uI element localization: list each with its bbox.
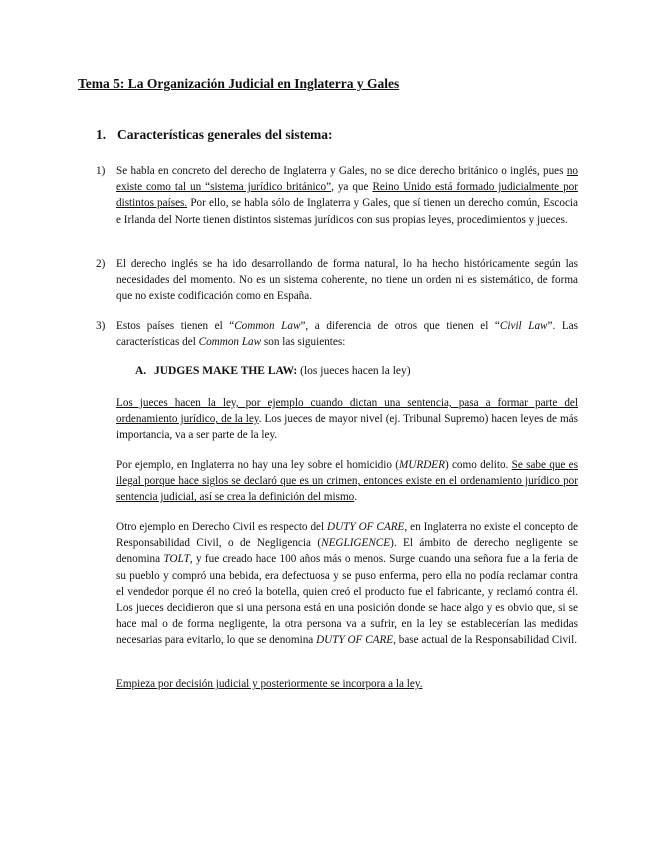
italic-text: TOLT xyxy=(163,553,190,566)
paragraph-2 xyxy=(116,457,578,506)
section-heading xyxy=(96,127,333,143)
italic-text: Common Law xyxy=(234,320,301,332)
list-item-2 xyxy=(96,256,578,305)
document-title: Tema 5: La Organización Judicial en Inglaterra y Gales xyxy=(78,76,400,91)
list-item-text xyxy=(116,163,578,228)
text-run: , base actual de la Responsabilidad Civil. xyxy=(393,634,578,647)
text-run: son las siguientes: xyxy=(261,336,346,349)
underlined-text: Reino Unido está formado judicialmente por distintos países. xyxy=(116,181,578,210)
underlined-text: no existe como tal un “sistema jurídico británico” xyxy=(116,165,578,194)
text-run: Otro ejemplo en Derecho Civil es respecto del xyxy=(116,521,328,533)
list-item-3 xyxy=(96,318,578,350)
text-run: ”. Las características del xyxy=(116,320,578,349)
list-number: 3) xyxy=(96,320,106,332)
paragraph-3 xyxy=(116,519,578,649)
italic-text: DUTY OF CARE xyxy=(316,634,394,647)
italic-text: Common Law xyxy=(198,336,262,349)
paragraph-1 xyxy=(116,395,578,444)
italic-text: NEGLIGENCE xyxy=(321,537,391,550)
text-run: Por ello, se habla sólo de Inglaterra y Gales, que sí tienen un derecho común, Escocia e Irlanda del Norte tienen distintos sistemas jurídicos con sus propias leyes, procedimientos y jueces. xyxy=(116,197,578,226)
text-run: ). El ámbito de derecho negligente se denomina xyxy=(116,537,578,566)
text-run: . xyxy=(354,491,358,504)
subsection-title: JUDGES MAKE THE LAW: xyxy=(154,365,298,377)
list-item-1 xyxy=(96,163,578,228)
italic-text: DUTY OF CARE xyxy=(327,521,405,533)
text-run: . Los jueces de mayor nivel (ej. Tribunal Supremo) hacen leyes de más importancia, va a ser parte de la ley. xyxy=(116,413,578,442)
subsection-note: (los jueces hacen la ley) xyxy=(297,365,411,377)
text-run: , en Inglaterra no existe el concepto de Responsabilidad Civil, o de Negligencia ( xyxy=(116,521,578,550)
italic-text: MURDER xyxy=(398,459,445,471)
text-run: Por ejemplo, en Inglaterra no hay una ley sobre el homicidio ( xyxy=(116,459,399,471)
paragraph-4 xyxy=(116,676,578,692)
text-run: Se habla en concreto del derecho de Inglaterra y Gales, no se dice derecho británico o inglés, pues xyxy=(116,165,567,177)
list-item-text xyxy=(116,318,578,350)
text-run: Estos países tienen el “ xyxy=(116,320,235,332)
underlined-text: Se sabe que es ilegal porque hace siglos se declaró que es un crimen, entonces existe en el ordenamiento jurídico por sentencia judicial, así se crea la definición del mismo xyxy=(116,459,578,504)
list-number: 1) xyxy=(96,165,106,177)
list-item-text xyxy=(116,256,578,305)
text-run: ”, a diferencia de otros que tienen el “ xyxy=(300,320,500,332)
text-run: , ya que xyxy=(331,181,373,194)
underlined-text: Los jueces hacen la ley, por ejemplo cuando dictan una sentencia, pasa a formar parte del ordenamiento jurídico, de la ley xyxy=(116,397,578,426)
text-run: , y fue creado hace 100 años más o menos. Surge cuando una señora fue a la feria de su pueblo y compró una bebida, era defectuosa y se puso enferma, pero ella no podía reclamar contra el vendedor porque él no creó la botella, quien creó el producto fue el fabricante, y reclamó contra él. Los jueces decidieron que si una persona está en una posición donde se hace algo y es obvio que, si se hace mal o de forma negligente, la otra persona va a sufrir, en la ley se establecerían las medidas necesarias para evitarlo, lo que se denomina xyxy=(116,553,578,647)
underlined-text: Empieza por decisión judicial y posteriormente se incorpora a la ley. xyxy=(116,678,423,690)
italic-text: Civil Law xyxy=(499,320,548,332)
subsection-letter: A. xyxy=(135,365,147,377)
text-run: El derecho inglés se ha ido desarrollando de forma natural, lo ha hecho históricamente según las necesidades del momento. No es un sistema coherente, no tiene un orden ni es sistemático, de forma que no existe codificación como en España. xyxy=(116,258,578,303)
section-heading-text: Características generales del sistema: xyxy=(117,127,333,142)
text-run: ) como delito. xyxy=(444,459,512,471)
section-number: 1. xyxy=(96,127,107,142)
subsection-heading xyxy=(135,365,411,377)
list-number: 2) xyxy=(96,258,106,270)
